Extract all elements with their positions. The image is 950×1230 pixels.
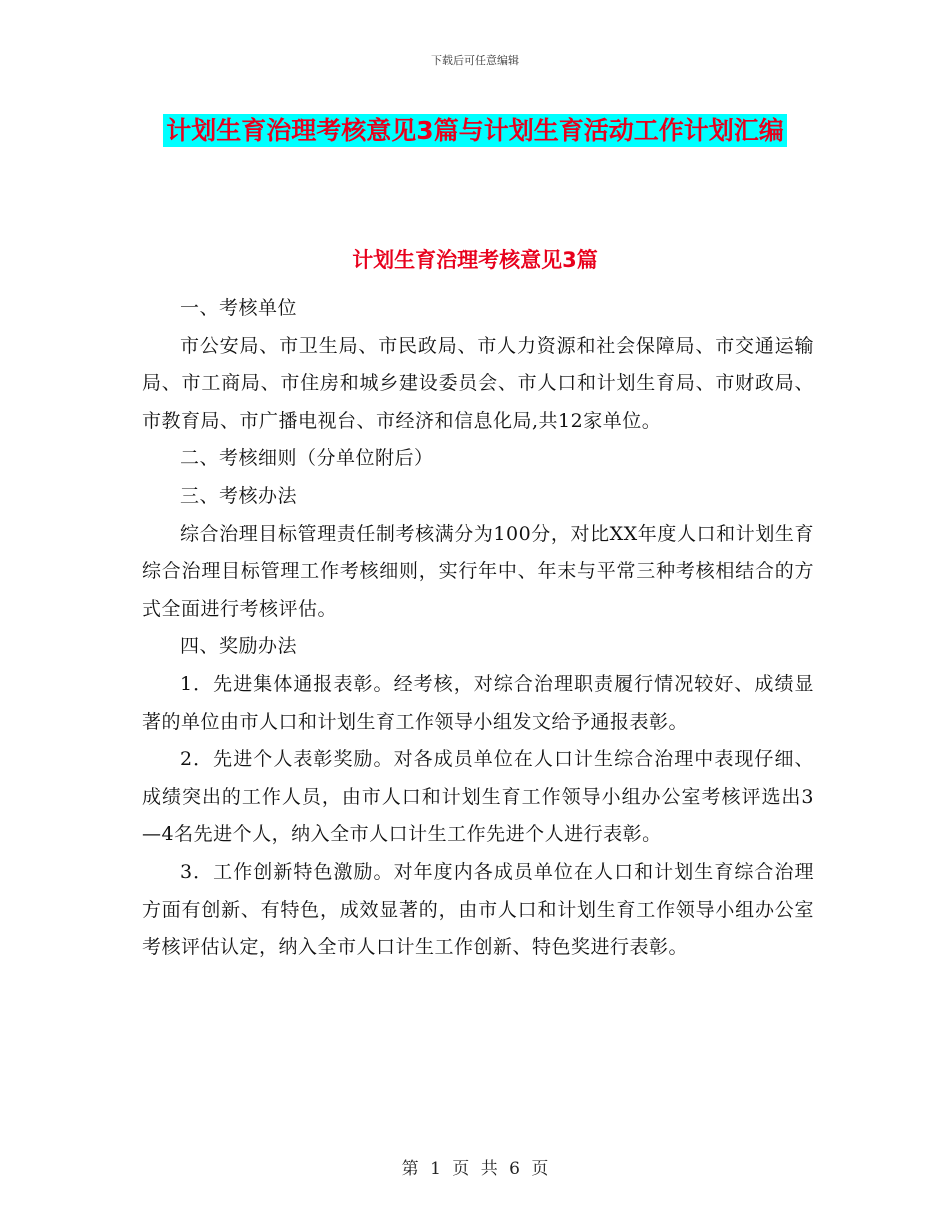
header-note: 下载后可任意编辑 (431, 54, 519, 67)
page-footer: 第 1 页 共 6 页 (401, 1159, 549, 1179)
paragraph: 综合治理目标管理责任制考核满分为100分，对比XX年度人口和计划生育综合治理目标管理工作考核细则，实行年中、年末与平常三种考核相结合的方式全面进行考核评估。 (142, 522, 814, 620)
paragraph: 1．先进集体通报表彰。经考核，对综合治理职责履行情况较好、成绩显著的单位由市人口和计划生育工作领导小组发文给予通报表彰。 (142, 672, 814, 733)
section-title: 计划生育治理考核意见3篇 (352, 248, 598, 272)
document-title (140, 108, 810, 154)
paragraph: 2．先进个人表彰奖励。对各成员单位在人口计生综合治理中表现仔细、成绩突出的工作人员，由市人口和计划生育工作领导小组办公室考核评选出3—4名先进个人，纳入全市人口计生工作先进个人进行表彰。 (142, 748, 814, 846)
paragraph: 3．工作创新特色激励。对年度内各成员单位在人口和计划生育综合治理方面有创新、有特色，成效显著的，由市人口和计划生育工作领导小组办公室考核评估认定，纳入全市人口计生工作创新、特色奖进行表彰。 (142, 860, 814, 959)
paragraph-heading-1: 一、考核单位 (180, 297, 298, 319)
paragraph-heading-2: 二、考核细则（分单位附后） (180, 447, 434, 470)
paragraph-heading-4: 四、奖励办法 (180, 635, 298, 658)
document-body (142, 290, 814, 967)
paragraph: 市公安局、市卫生局、市民政局、市人力资源和社会保障局、市交通运输局、市工商局、市住房和城乡建设委员会、市人口和计划生育局、市财政局、市教育局、市广播电视台、市经济和信息化局,共12家单位。 (142, 334, 814, 432)
paragraph-heading-3: 三、考核办法 (180, 484, 298, 507)
document-title-text: 计划生育治理考核意见3篇与计划生育活动工作计划汇编 (163, 114, 786, 147)
